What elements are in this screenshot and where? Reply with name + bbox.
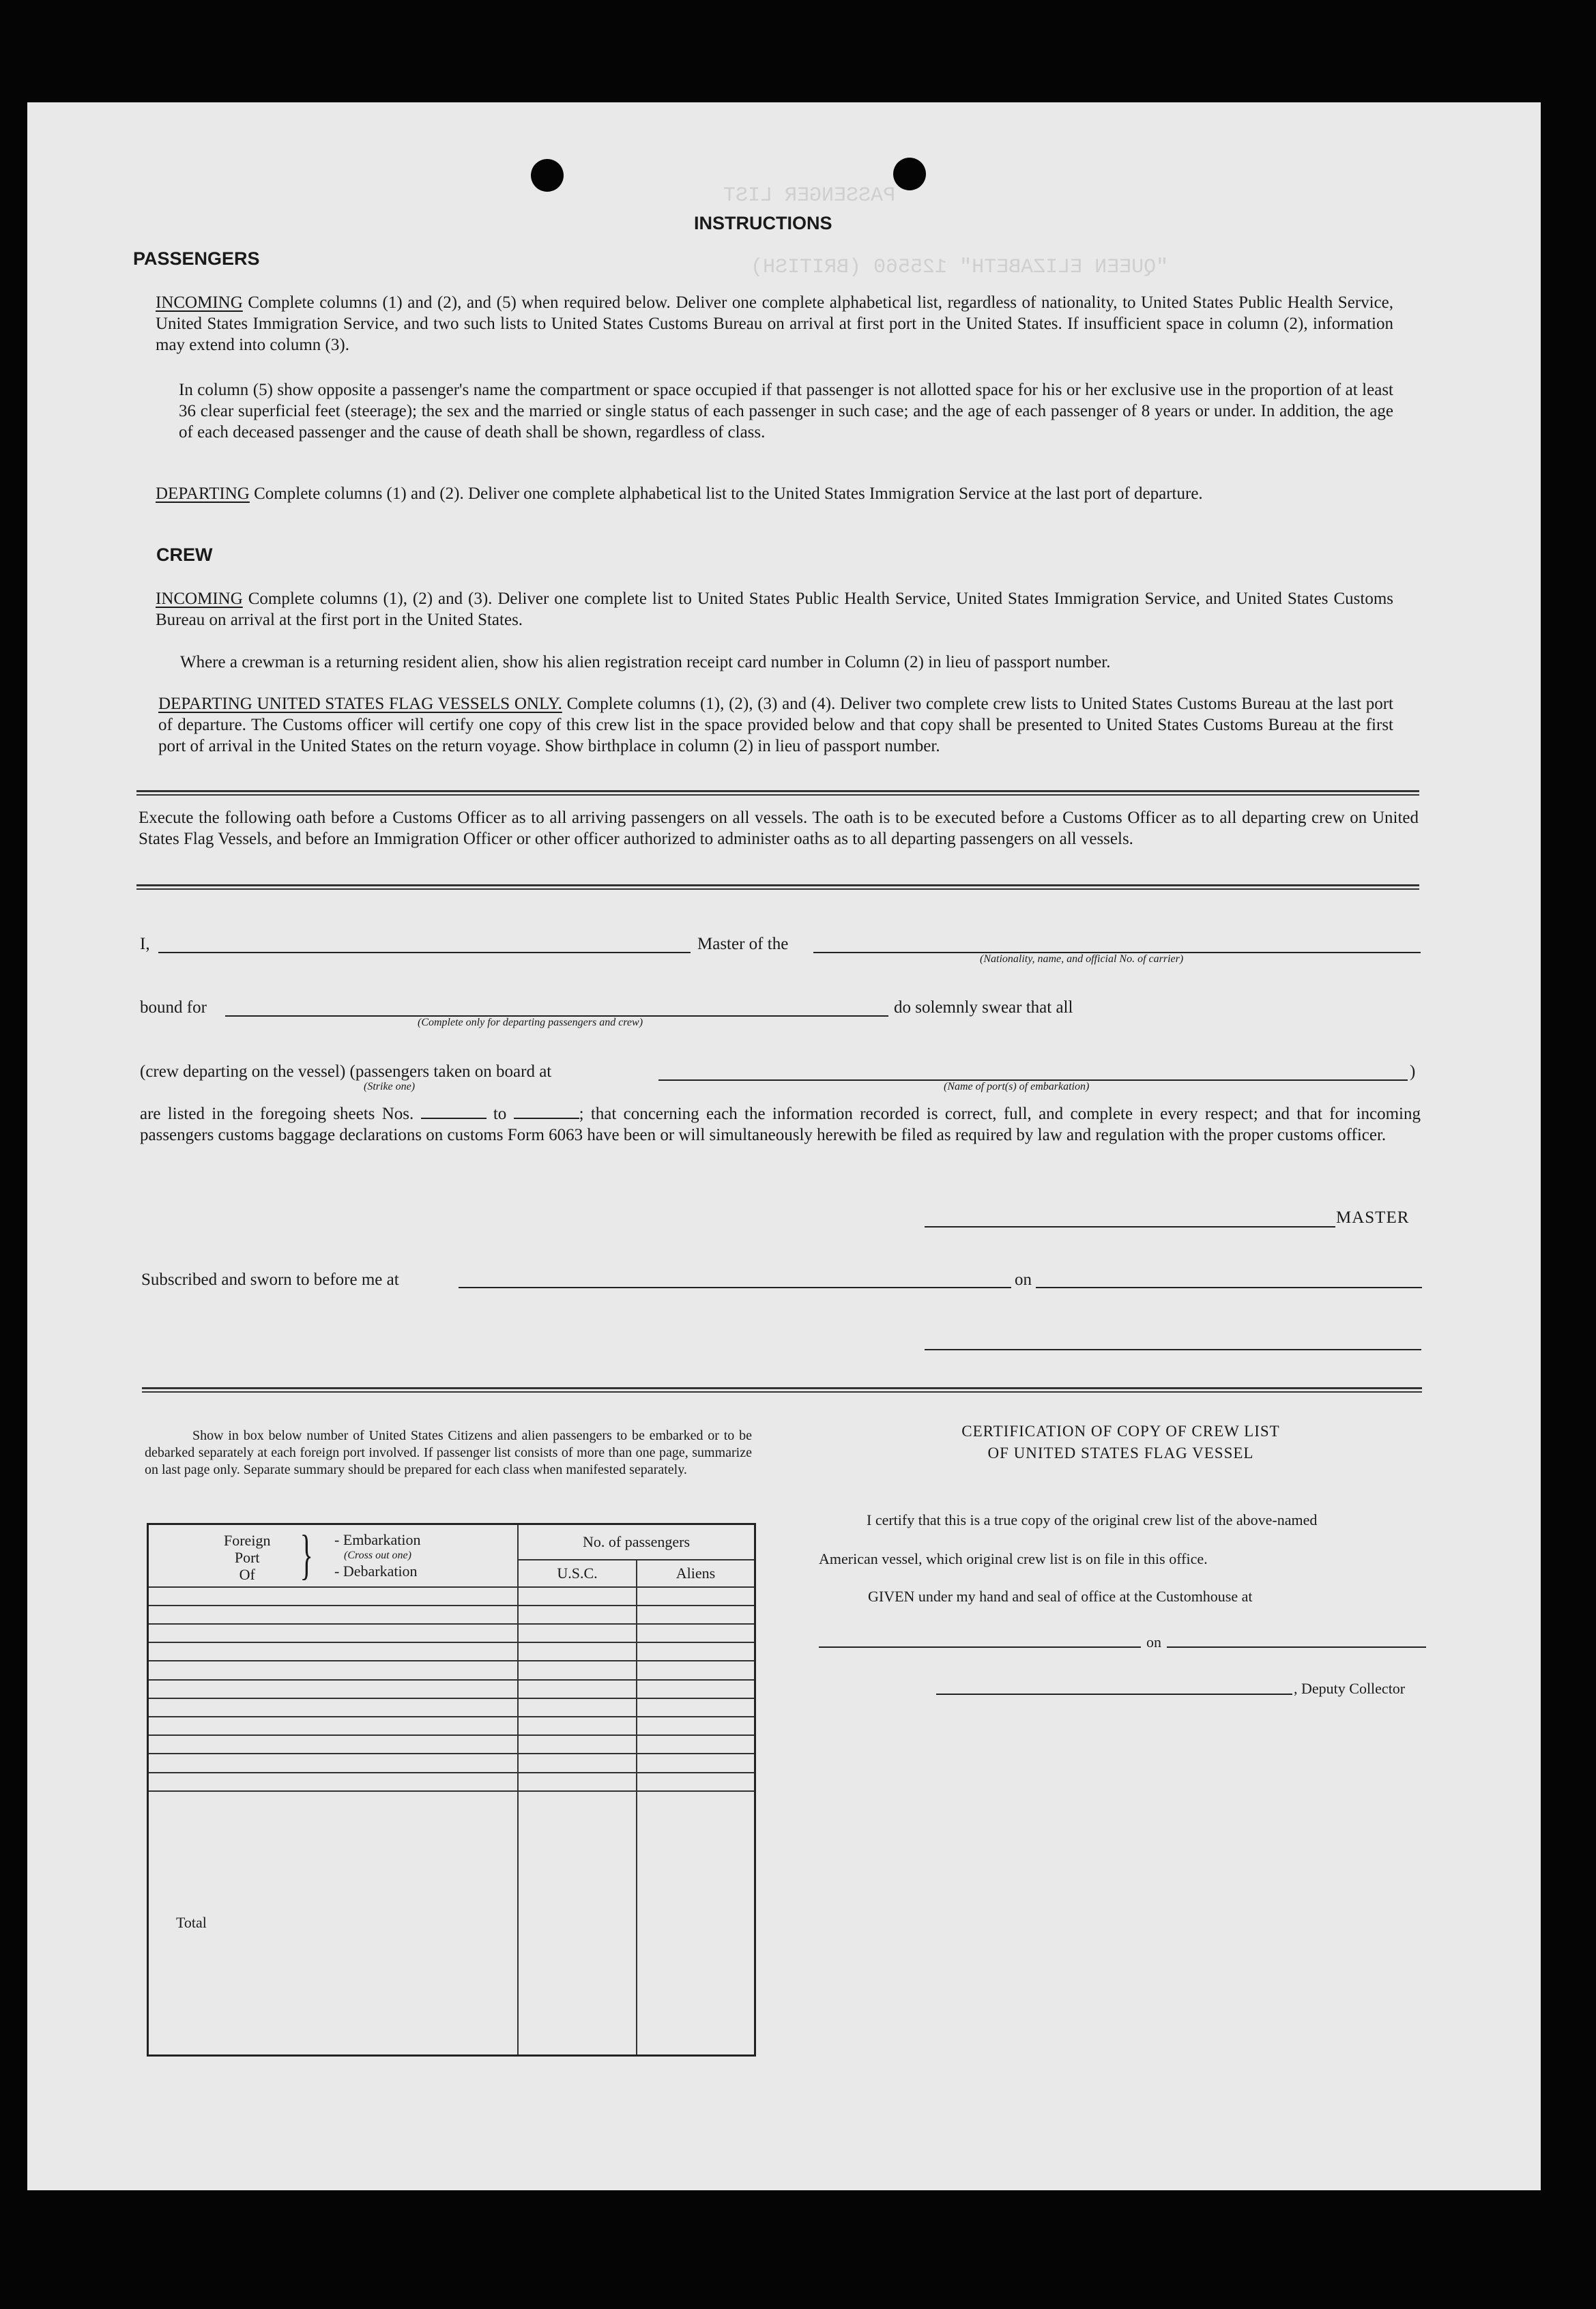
usc-cell[interactable] bbox=[518, 1606, 637, 1624]
crew-incoming-instruction bbox=[156, 588, 1393, 630]
passengers-incoming-label: INCOMING bbox=[156, 293, 243, 312]
port-cell[interactable] bbox=[148, 1735, 519, 1754]
bound-for-label: bound for bbox=[140, 998, 207, 1017]
crew-incoming-label: INCOMING bbox=[156, 590, 243, 608]
table-row bbox=[148, 1735, 755, 1754]
closing-paren: ) bbox=[1410, 1062, 1416, 1081]
brace-icon: } bbox=[300, 1525, 313, 1585]
section-divider bbox=[136, 884, 1419, 890]
page-title: INSTRUCTIONS bbox=[694, 213, 832, 233]
aliens-cell[interactable] bbox=[637, 1735, 755, 1754]
given-text: GIVEN under my hand and seal of office at the Customhouse at bbox=[868, 1588, 1253, 1605]
aliens-cell[interactable] bbox=[637, 1717, 755, 1735]
sheet-to-field[interactable] bbox=[514, 1118, 579, 1119]
port-caption: (Name of port(s) of embarkation) bbox=[944, 1081, 1090, 1092]
bleed-through-text: "QUEEN ELIZABETH" 125560 (BRITISH) bbox=[751, 256, 1169, 279]
swear-label: do solemnly swear that all bbox=[894, 998, 1073, 1017]
port-header-cell bbox=[148, 1524, 519, 1587]
total-label: Total bbox=[148, 1791, 519, 2056]
section-divider bbox=[142, 1387, 1422, 1393]
table-row bbox=[148, 1680, 755, 1698]
port-cell[interactable] bbox=[148, 1587, 519, 1606]
usc-cell[interactable] bbox=[518, 1773, 637, 1791]
customhouse-place-field[interactable] bbox=[819, 1646, 1141, 1648]
usc-cell[interactable] bbox=[518, 1680, 637, 1698]
bleed-through-text: PASSENGER LIST bbox=[723, 184, 896, 207]
total-aliens-cell[interactable] bbox=[637, 1791, 755, 2056]
crew-departing-text: Complete columns (1), (2), (3) and (4). Deliver two complete crew lists to United States Customs Bureau at the last port of departure. The Customs officer will certify one copy of this crew list in the space provided below and that copy shall be presented to United States Customs Bureau at the first port of arrival in the United States on the return voyage. Show birthplace in column (2) in lieu of passport number. bbox=[158, 695, 1393, 755]
deputy-collector-signature-field[interactable] bbox=[936, 1694, 1292, 1695]
usc-cell[interactable] bbox=[518, 1587, 637, 1606]
usc-cell[interactable] bbox=[518, 1717, 637, 1735]
table-row bbox=[148, 1606, 755, 1624]
aliens-cell[interactable] bbox=[637, 1624, 755, 1642]
aliens-cell[interactable] bbox=[637, 1606, 755, 1624]
usc-header: U.S.C. bbox=[518, 1560, 637, 1587]
oath-i-label: I, bbox=[140, 935, 150, 953]
port-cell[interactable] bbox=[148, 1606, 519, 1624]
sheet-from-field[interactable] bbox=[421, 1118, 487, 1119]
master-of-label: Master of the bbox=[697, 935, 789, 953]
no-of-passengers-header: No. of passengers bbox=[518, 1524, 755, 1560]
aliens-header: Aliens bbox=[637, 1560, 755, 1587]
certify-text: I certify that this is a true copy of the original crew list of the above-named bbox=[867, 1511, 1318, 1528]
embarkation-option[interactable]: - Embarkation bbox=[334, 1531, 421, 1548]
certification-on-label: on bbox=[1146, 1633, 1161, 1651]
passengers-departing-label: DEPARTING bbox=[156, 484, 250, 503]
summary-instructions: Show in box below number of United States Citizens and alien passengers to be embarked or to be debarked separately at each foreign port involved. If passenger list consists of more than one page, summarize on last page only. Separate summary should be prepared for each class when manifested separately. bbox=[145, 1428, 752, 1477]
carrier-caption: (Nationality, name, and official No. of carrier) bbox=[980, 953, 1184, 965]
bound-for-caption: (Complete only for departing passengers and crew) bbox=[418, 1017, 643, 1028]
crew-departing-label: (crew departing on the vessel) (passengers taken on board at bbox=[140, 1062, 552, 1081]
passengers-heading: PASSENGERS bbox=[133, 248, 260, 269]
passengers-incoming-instruction bbox=[156, 292, 1393, 355]
port-label: Port bbox=[234, 1549, 260, 1566]
master-signature-field[interactable] bbox=[925, 1226, 1335, 1228]
crew-heading: CREW bbox=[156, 544, 213, 565]
table-row bbox=[148, 1587, 755, 1606]
port-cell[interactable] bbox=[148, 1773, 519, 1791]
deputy-collector-label: , Deputy Collector bbox=[1294, 1680, 1406, 1697]
aliens-cell[interactable] bbox=[637, 1754, 755, 1772]
aliens-cell[interactable] bbox=[637, 1680, 755, 1698]
oath-listed-text bbox=[140, 1103, 1421, 1146]
aliens-cell[interactable] bbox=[637, 1642, 755, 1661]
passengers-incoming-text: Complete columns (1) and (2), and (5) when required below. Deliver one complete alphabetical list, regardless of nationality, to United States Public Health Service, United States Immigration Service, and two such lists to United States Customs Bureau on arrival at first port in the United States. If insufficient space in column (2), information may extend into column (3). bbox=[156, 293, 1394, 354]
passengers-departing-instruction bbox=[156, 483, 1393, 504]
to-label: to bbox=[493, 1105, 507, 1123]
table-row bbox=[148, 1698, 755, 1717]
usc-cell[interactable] bbox=[518, 1642, 637, 1661]
aliens-cell[interactable] bbox=[637, 1661, 755, 1679]
total-usc-cell[interactable] bbox=[518, 1791, 637, 2056]
total-row bbox=[148, 1791, 755, 2056]
strike-caption: (Strike one) bbox=[364, 1081, 416, 1092]
table-row bbox=[148, 1717, 755, 1735]
foreign-label: Foreign bbox=[224, 1532, 271, 1549]
punch-hole-right bbox=[893, 158, 926, 190]
crew-incoming-text: Complete columns (1), (2) and (3). Deliver one complete list to United States Public Health Service, United States Immigration Service, and United States Customs Bureau on arrival at the first port in the United States. bbox=[156, 590, 1394, 629]
table-row bbox=[148, 1661, 755, 1679]
crew-resident-instruction: Where a crewman is a returning resident alien, show his alien registration receipt card number in Column (2) in lieu of passport number. bbox=[180, 653, 1111, 671]
port-cell[interactable] bbox=[148, 1661, 519, 1679]
subscribed-place-field[interactable] bbox=[459, 1287, 1011, 1288]
certification-title-line1: CERTIFICATION OF COPY OF CREW LIST bbox=[961, 1423, 1280, 1440]
aliens-cell[interactable] bbox=[637, 1698, 755, 1717]
subscribed-on-label: on bbox=[1015, 1270, 1032, 1289]
table-row bbox=[148, 1773, 755, 1791]
cross-out-caption: (Cross out one) bbox=[344, 1550, 411, 1561]
usc-cell[interactable] bbox=[518, 1754, 637, 1772]
column5-instruction: In column (5) show opposite a passenger's name the compartment or space occupied if that passenger is not allotted space for his or her exclusive use in the proportion of at least 36 clear superficial feet (steerage); the sex and the married or single status of each passenger in such case; and the age of each passenger of 8 years or under. In addition, the age of each deceased passenger and the cause of death shall be shown, regardless of class. bbox=[179, 381, 1393, 441]
passenger-summary-table bbox=[147, 1523, 756, 2057]
port-cell[interactable] bbox=[148, 1717, 519, 1735]
port-cell[interactable] bbox=[148, 1754, 519, 1772]
subscribed-label: Subscribed and sworn to before me at bbox=[141, 1270, 399, 1289]
port-cell[interactable] bbox=[148, 1680, 519, 1698]
usc-cell[interactable] bbox=[518, 1735, 637, 1754]
port-cell[interactable] bbox=[148, 1642, 519, 1661]
table-row bbox=[148, 1642, 755, 1661]
punch-hole-left bbox=[531, 159, 564, 192]
listed-text: ; that concerning each the information recorded is correct, full, and complete in every respect; and that for incoming passengers customs baggage declarations on customs Form 6063 have been or will simultaneously herewith be filed as required by law and regulation with the proper customs officer. bbox=[140, 1105, 1421, 1144]
listed-prefix: are listed in the foregoing sheets Nos. bbox=[140, 1105, 414, 1123]
certification-title bbox=[867, 1421, 1375, 1464]
oath-intro: Execute the following oath before a Customs Officer as to all arriving passengers on all vessels. The oath is to be executed before a Customs Officer as to all departing crew on United States Flag Vessels, and before an Immigration Officer or other officer authorized to administer oaths as to all departing passengers on all vessels. bbox=[139, 809, 1419, 848]
table-row bbox=[148, 1754, 755, 1772]
usc-cell[interactable] bbox=[518, 1661, 637, 1679]
american-vessel-text: American vessel, which original crew list is on file in this office. bbox=[819, 1550, 1208, 1567]
master-label: MASTER bbox=[1336, 1208, 1410, 1227]
port-cell[interactable] bbox=[148, 1624, 519, 1642]
officer-signature-field[interactable] bbox=[925, 1349, 1421, 1350]
section-divider bbox=[136, 790, 1419, 796]
subscribed-date-field[interactable] bbox=[1036, 1287, 1422, 1288]
aliens-cell[interactable] bbox=[637, 1587, 755, 1606]
table-row bbox=[148, 1624, 755, 1642]
passengers-departing-text: Complete columns (1) and (2). Deliver one complete alphabetical list to the United States Immigration Service at the last port of departure. bbox=[254, 484, 1203, 503]
of-label: Of bbox=[239, 1566, 255, 1583]
crew-departing-label: DEPARTING UNITED STATES FLAG VESSELS ONLY. bbox=[158, 695, 562, 713]
port-cell[interactable] bbox=[148, 1698, 519, 1717]
certification-date-field[interactable] bbox=[1167, 1646, 1426, 1648]
certification-title-line2: OF UNITED STATES FLAG VESSEL bbox=[987, 1444, 1254, 1462]
master-name-field[interactable] bbox=[158, 952, 691, 953]
usc-cell[interactable] bbox=[518, 1698, 637, 1717]
usc-cell[interactable] bbox=[518, 1624, 637, 1642]
crew-departing-instruction bbox=[158, 693, 1393, 757]
aliens-cell[interactable] bbox=[637, 1773, 755, 1791]
debarkation-option[interactable]: - Debarkation bbox=[334, 1563, 418, 1580]
